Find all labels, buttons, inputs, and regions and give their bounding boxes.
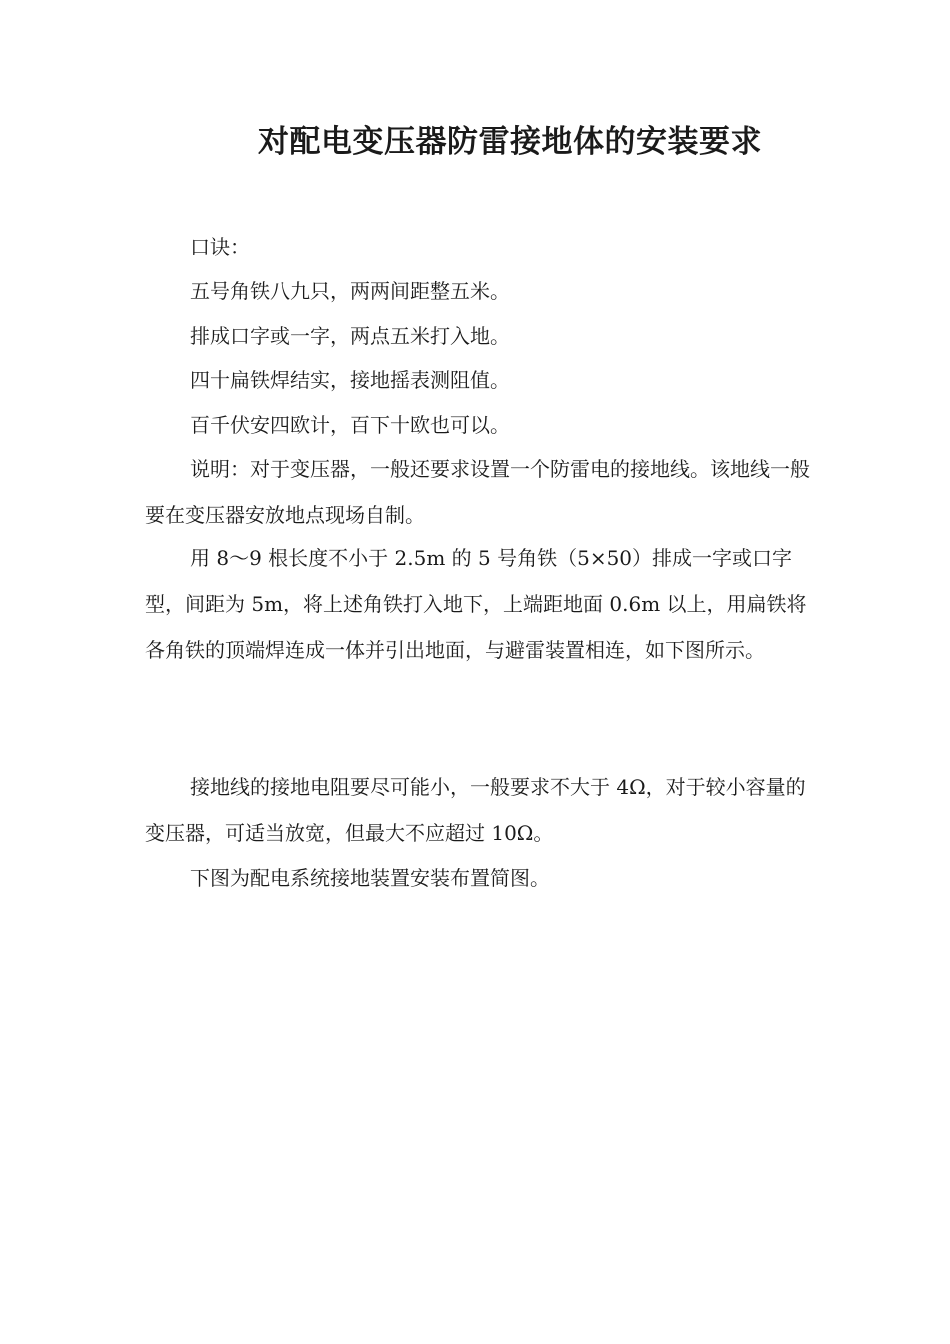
paragraph-resistance-requirement: 接地线的接地电阻要尽可能小，一般要求不大于 4Ω，对于较小容量的变压器，可适当放宽，但最大不应超过 10Ω。 xyxy=(145,775,806,845)
paragraph-explanation: 说明：对于变压器，一般还要求设置一个防雷电的接地线。该地线一般要在变压器安放地点现场自制。 xyxy=(145,457,810,527)
paragraph-mnemonic-line-3: 四十扁铁焊结实，接地摇表测阻值。 xyxy=(190,368,510,392)
paragraph-mnemonic-line-2: 排成口字或一字，两点五米打入地。 xyxy=(190,324,510,348)
paragraph-installation-method: 用 8～9 根长度不小于 2.5m 的 5 号角铁（5×50）排成一字或口字型，间距为 5m，将上述角铁打入地下，上端距地面 0.6m 以上，用扁铁将各角铁的顶端焊连成一体并引出地面，与避雷装置相连，如下图所示。 xyxy=(145,546,807,662)
paragraph-mnemonic-label: 口诀： xyxy=(190,235,250,259)
paragraph-mnemonic-line-1: 五号角铁八九只，两两间距整五米。 xyxy=(190,279,510,303)
document-title: 对配电变压器防雷接地体的安装要求 xyxy=(258,124,762,160)
paragraph-mnemonic-line-4: 百千伏安四欧计，百下十欧也可以。 xyxy=(190,413,510,437)
paragraph-diagram-caption: 下图为配电系统接地装置安装布置简图。 xyxy=(190,866,550,890)
